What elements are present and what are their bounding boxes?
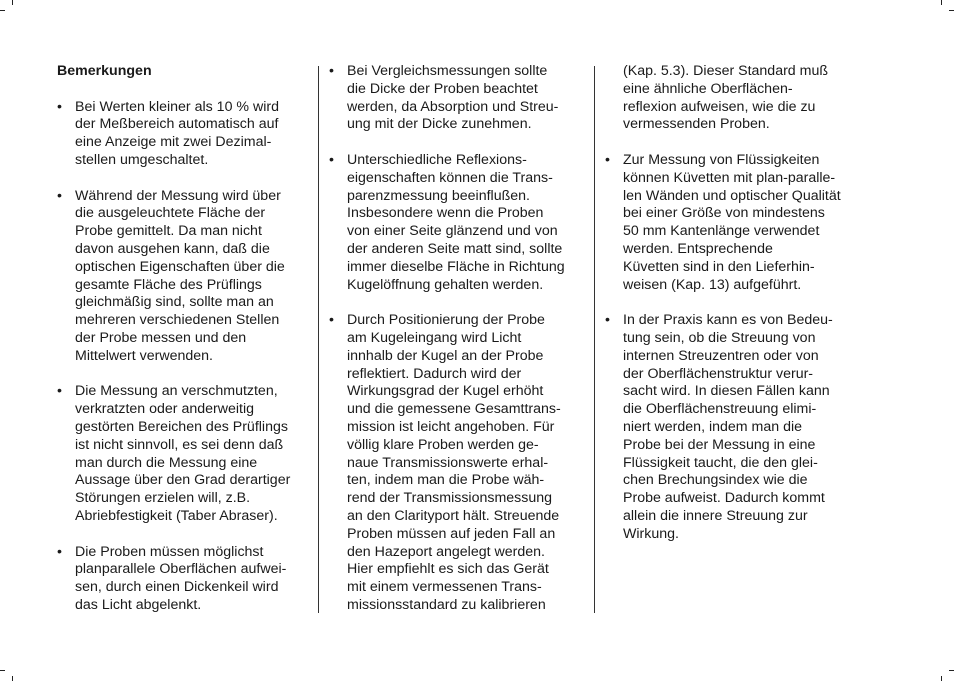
text-line: verkratzten oder anderweitig	[75, 401, 255, 418]
text-line: eigenschaften können die Trans-	[347, 169, 553, 186]
section-heading: Bemerkungen	[57, 63, 152, 79]
text-line: Aussage über den Grad derartiger	[75, 472, 291, 489]
text-line: Flüssigkeit taucht, die den glei-	[623, 454, 818, 471]
text-line: der Meßbereich automatisch auf	[75, 116, 279, 133]
text-line: den Hazeport angelegt werden.	[347, 543, 545, 560]
text-line: das Licht abgelenkt.	[75, 596, 202, 613]
text-line: optischen Eigenschaften über die	[75, 258, 285, 275]
text-line: Mittelwert verwenden.	[75, 347, 213, 364]
bullet-item	[329, 312, 579, 615]
crop-mark-top-right-v	[941, 0, 942, 5]
text-line: sacht wird. In diesen Fällen kann	[623, 383, 830, 400]
bullet-dot-icon: •	[329, 151, 334, 168]
text-line: Wirkungsgrad der Kugel erhöht	[347, 383, 544, 400]
text-line: Probe bei der Messung in eine	[623, 436, 816, 453]
text-line: Während der Messung wird über	[75, 187, 281, 204]
text-line: am Kugeleingang wird Licht	[347, 329, 522, 346]
text-line: ten, indem man die Probe wäh-	[347, 472, 545, 489]
text-line: internen Streuzentren oder von	[623, 347, 819, 364]
crop-mark-bottom-right-h	[949, 670, 954, 671]
text-line: Durch Positionierung der Probe	[347, 312, 545, 329]
text-line: tung sein, ob die Streuung von	[623, 329, 816, 346]
bullet-dot-icon: •	[329, 63, 334, 79]
column-divider-1	[318, 66, 319, 613]
bullet-dot-icon: •	[605, 151, 610, 168]
crop-mark-top-right-h	[949, 10, 954, 11]
text-line: Probe gemittelt. Da man nicht	[75, 223, 262, 240]
text-line: werden, da Absorption und Streu-	[347, 98, 559, 115]
text-line: gleichmäßig sind, sollte man an	[75, 294, 274, 311]
text-line: missionsstandard zu kalibrieren	[347, 596, 546, 613]
text-line: völlig klare Proben werden ge-	[347, 436, 539, 453]
text-line: planparallele Oberflächen aufwei-	[75, 561, 287, 578]
text-line: davon ausgehen kann, daß die	[75, 240, 270, 257]
text-line: Die Proben müssen möglichst	[75, 543, 264, 560]
bullet-dot-icon: •	[57, 187, 62, 204]
text-line: mit einem vermessenen Trans-	[347, 579, 542, 596]
text-line: Bei Werten kleiner als 10 % wird	[75, 98, 279, 115]
bullet-dot-icon: •	[57, 383, 62, 400]
text-line: weisen (Kap. 13) aufgeführt.	[623, 276, 802, 293]
column-divider-2	[594, 66, 595, 613]
bullet-item	[605, 312, 855, 543]
text-line: bei einer Größe von mindestens	[623, 205, 825, 222]
text-line: (Kap. 5.3). Dieser Standard muß	[623, 63, 829, 79]
text-line: gestörten Bereichen des Prüflings	[75, 418, 288, 435]
text-line: an den Clarityport hält. Streuende	[347, 507, 560, 524]
bullet-dot-icon: •	[329, 312, 334, 329]
text-line: Zur Messung von Flüssigkeiten	[623, 151, 820, 168]
text-line: der Probe messen und den	[75, 329, 247, 346]
text-line: naue Transmissionswerte erhal-	[347, 454, 549, 471]
text-line: die Oberflächenstreuung elimi-	[623, 401, 817, 418]
text-line: man durch die Messung eine	[75, 454, 258, 471]
text-line: Bei Vergleichsmessungen sollte	[347, 63, 548, 79]
text-line: und die gemessene Gesamttrans-	[347, 401, 561, 418]
text-line: Proben müssen auf jeden Fall an	[347, 525, 556, 542]
text-line: Die Messung an verschmutzten,	[75, 383, 278, 400]
text-line: Hier empfiehlt es sich das Gerät	[347, 561, 549, 578]
text-line: niert werden, indem man die	[623, 418, 803, 435]
text-line: mission ist leicht angehoben. Für	[347, 418, 555, 435]
text-line: len Wänden und optischer Qualität	[623, 187, 841, 204]
text-line: reflexion aufweisen, wie die zu	[623, 98, 816, 115]
text-line: Insbesondere wenn die Proben	[347, 205, 544, 222]
column-3	[605, 63, 855, 561]
text-line: ung mit der Dicke zunehmen.	[347, 116, 532, 133]
text-line: gesamte Fläche des Prüflings	[75, 276, 262, 293]
bullet-item	[57, 544, 303, 615]
text-line: Küvetten sind in den Lieferhin-	[623, 258, 815, 275]
crop-mark-top-left-v	[12, 0, 13, 5]
text-line: In der Praxis kann es von Bedeu-	[623, 312, 833, 329]
text-line: rend der Transmissionsmessung	[347, 490, 553, 507]
text-line: immer dieselbe Fläche in Richtung	[347, 258, 565, 275]
bullet-item	[605, 152, 855, 294]
text-line: eine Anzeige mit zwei Dezimal-	[75, 134, 272, 151]
text-line: Wirkung.	[623, 525, 679, 542]
text-line: Unterschiedliche Reflexions-	[347, 151, 527, 168]
crop-mark-bottom-left-h	[0, 670, 5, 671]
bullet-dot-icon: •	[605, 312, 610, 329]
bullet-dot-icon: •	[57, 543, 62, 560]
text-line: von einer Seite glänzend und von	[347, 223, 558, 240]
text-line: der Oberflächenstruktur verur-	[623, 365, 814, 382]
text-line: allein die innere Streuung zur	[623, 507, 808, 524]
bullet-item	[57, 383, 303, 525]
bullet-list	[605, 152, 855, 544]
text-line: mehreren verschiedenen Stellen	[75, 312, 280, 329]
continued-paragraph	[605, 63, 855, 134]
text-line: reflektiert. Dadurch wird der	[347, 365, 522, 382]
text-line: chen Brechungsindex wie die	[623, 472, 808, 489]
text-line: der anderen Seite matt sind, sollte	[347, 240, 563, 257]
text-line: Kugelöffnung gehalten werden.	[347, 276, 544, 293]
text-line: Abriebfestigkeit (Taber Abraser).	[75, 507, 278, 524]
text-line: die Dicke der Proben beachtet	[347, 80, 538, 97]
bullet-item	[57, 99, 303, 170]
text-line: stellen umgeschaltet.	[75, 151, 209, 168]
bullet-list	[329, 63, 579, 615]
text-line: ist nicht sinnvoll, es sei denn daß	[75, 436, 284, 453]
bullet-list	[57, 99, 303, 615]
text-line: können Küvetten mit plan-paralle-	[623, 169, 836, 186]
text-line: die ausgeleuchtete Fläche der	[75, 205, 266, 222]
text-line: Störungen erzielen will, z.B.	[75, 490, 251, 507]
crop-mark-bottom-left-v	[12, 676, 13, 681]
column-1	[57, 63, 303, 633]
text-line: Probe aufweist. Dadurch kommt	[623, 490, 825, 507]
text-line: parenzmessung beeinflußen.	[347, 187, 530, 204]
crop-mark-bottom-right-v	[941, 676, 942, 681]
text-line: sen, durch einen Dickenkeil wird	[75, 579, 279, 596]
text-line: innhalb der Kugel an der Probe	[347, 347, 544, 364]
bullet-item	[57, 188, 303, 366]
bullet-item	[329, 63, 579, 134]
column-2	[329, 63, 579, 633]
bullet-dot-icon: •	[57, 98, 62, 115]
text-line: eine ähnliche Oberflächen-	[623, 80, 793, 97]
bullet-item	[329, 152, 579, 294]
text-line: vermessenden Proben.	[623, 116, 770, 133]
text-line: werden. Entsprechende	[623, 240, 773, 257]
text-line: 50 mm Kantenlänge verwendet	[623, 223, 820, 240]
crop-mark-top-left-h	[0, 10, 5, 11]
